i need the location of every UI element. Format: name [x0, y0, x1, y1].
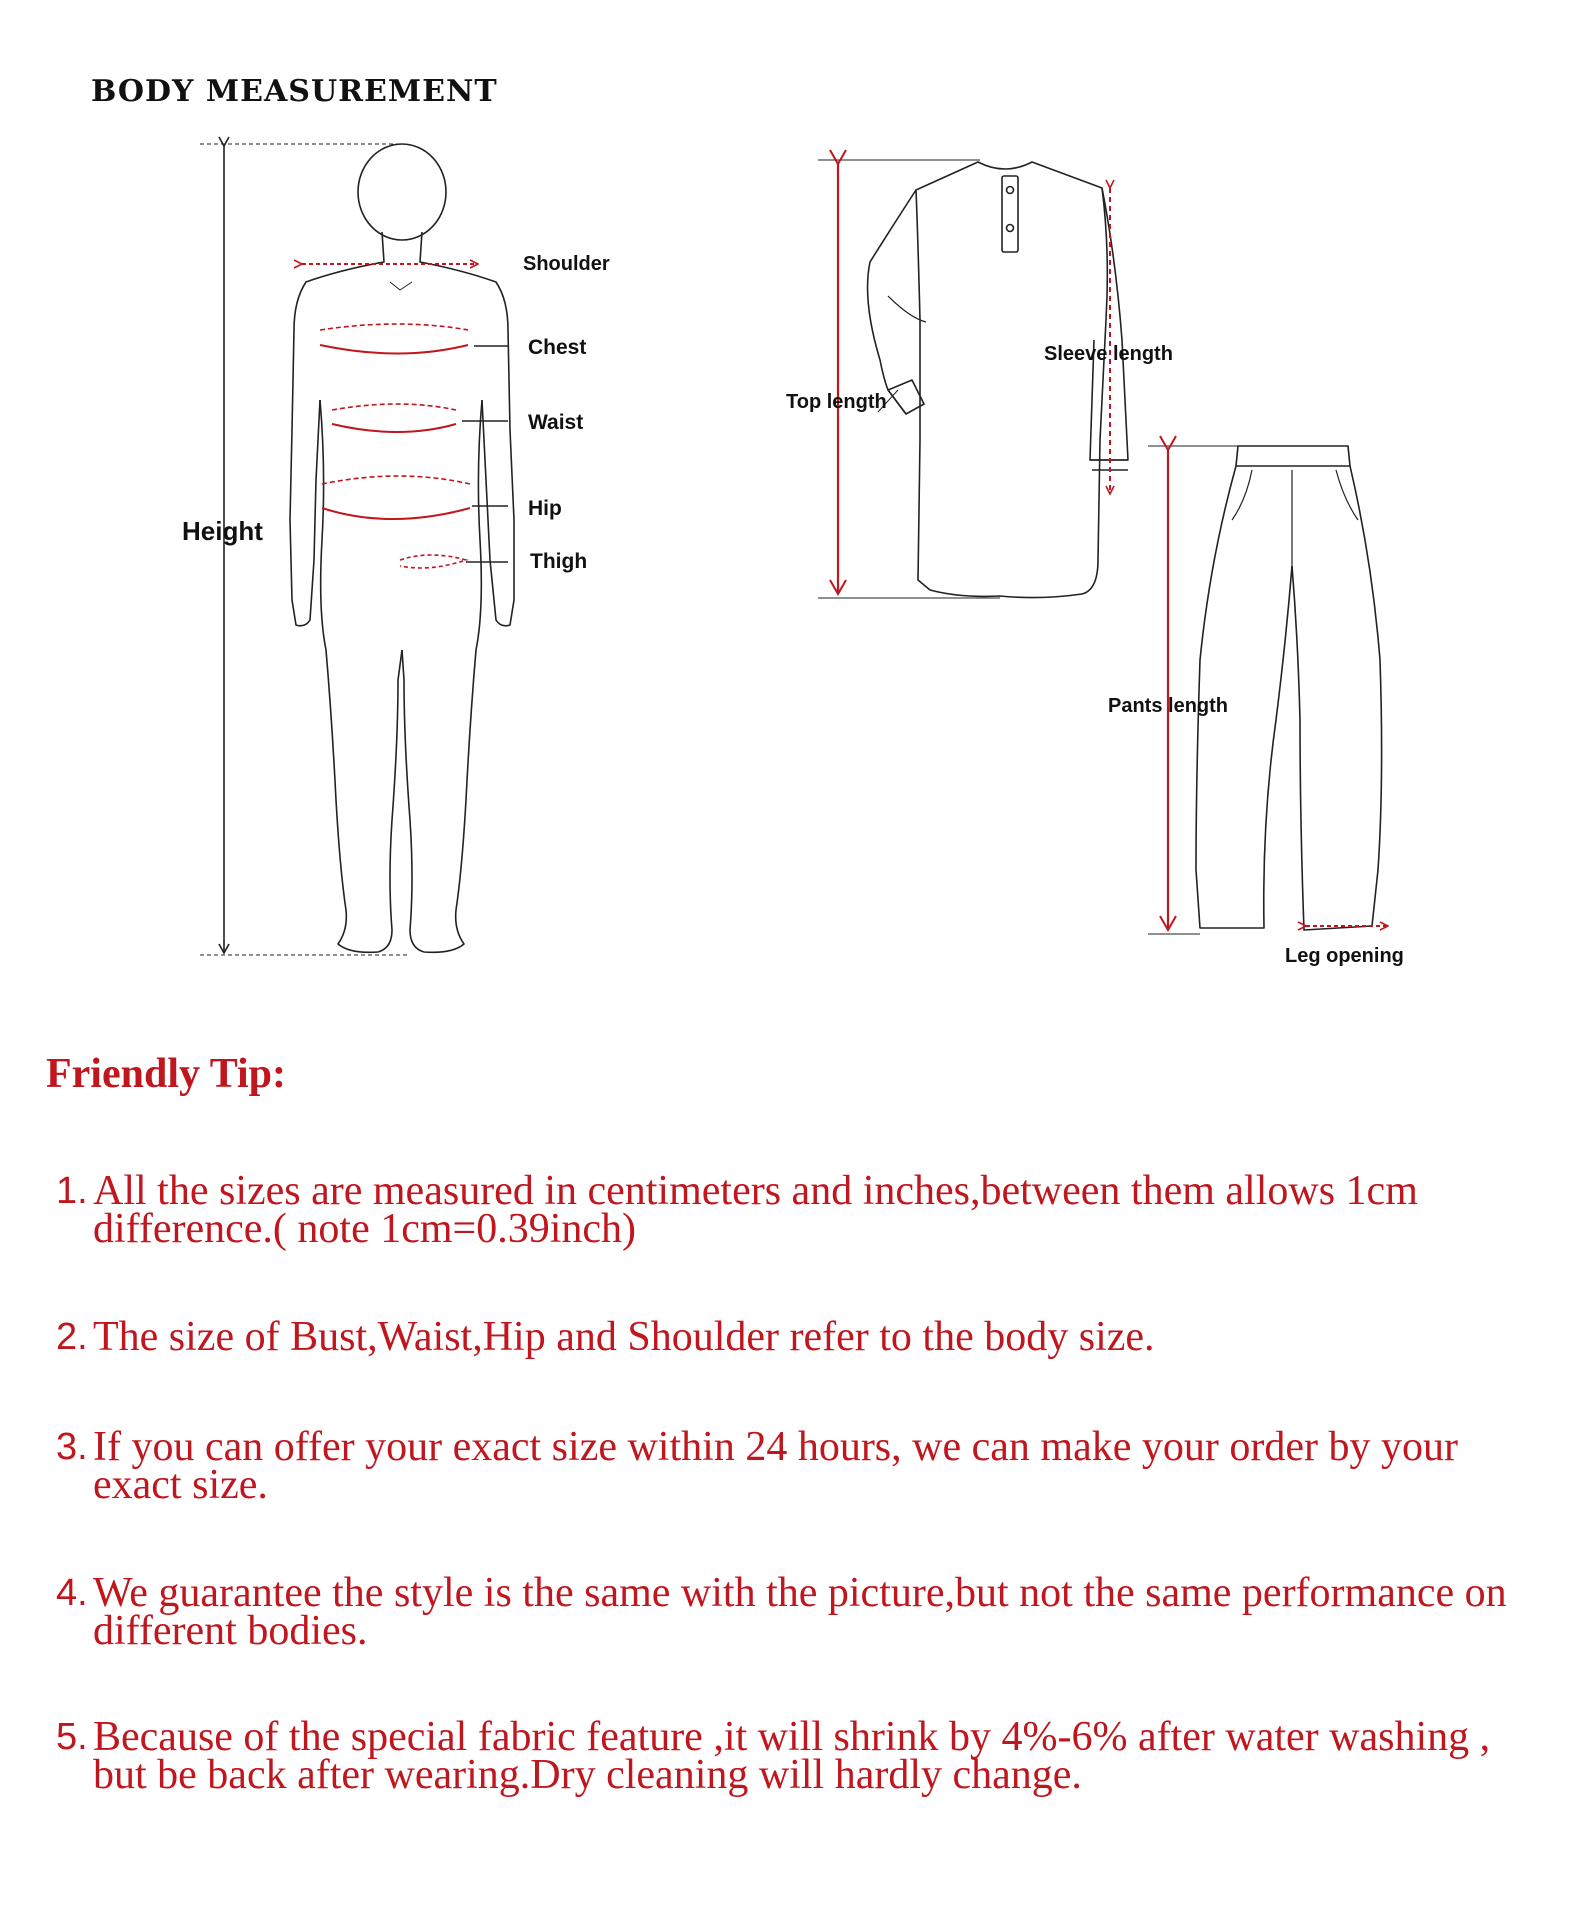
hip-line-front: [322, 508, 470, 519]
pants-garment: [1196, 446, 1382, 930]
tip-text: Because of the special fabric feature ,it will shrink by 4%-6% after water washing , but be back after wearing.Dry cleaning will hardly change.: [93, 1714, 1491, 1798]
chest-line-front: [320, 345, 468, 354]
tip-number: 5.: [56, 1716, 88, 1758]
label-leg-opening: Leg opening: [1285, 945, 1404, 967]
human-figure: [290, 144, 514, 952]
tip-item: [56, 1424, 1536, 1508]
head: [358, 144, 446, 240]
top-garment: [868, 162, 1128, 598]
chest-line-back: [320, 324, 468, 330]
tip-text: The size of Bust,Waist,Hip and Shoulder refer to the body size.: [93, 1314, 1155, 1360]
thigh-line: [400, 555, 466, 568]
waist-line-back: [332, 404, 456, 410]
tip-text: All the sizes are measured in centimeters and inches,between them allows 1cm difference.( note 1cm=0.39inch): [93, 1168, 1418, 1252]
label-top-length: Top length: [786, 391, 887, 413]
tip-number: 1.: [56, 1170, 88, 1212]
tip-number: 4.: [56, 1572, 88, 1614]
label-waist: Waist: [528, 411, 584, 434]
tips-heading: Friendly Tip:: [46, 1051, 287, 1097]
hip-line-back: [322, 476, 470, 484]
label-sleeve-length: Sleeve length: [1044, 343, 1173, 365]
tip-text: If you can offer your exact size within 24 hours, we can make your order by your exact size.: [93, 1424, 1458, 1508]
tip-item: [56, 1570, 1536, 1654]
tip-text: We guarantee the style is the same with the picture,but not the same performance on different bodies.: [93, 1570, 1507, 1654]
label-thigh: Thigh: [530, 550, 588, 573]
label-hip: Hip: [528, 497, 562, 520]
label-chest: Chest: [528, 336, 587, 359]
label-shoulder: Shoulder: [523, 253, 610, 275]
tip-item: [56, 1314, 1536, 1360]
page-title: BODY MEASUREMENT: [91, 74, 498, 109]
waist-line-front: [332, 424, 456, 432]
label-pants-length: Pants length: [1108, 695, 1229, 717]
label-height: Height: [182, 516, 263, 546]
tip-number: 2.: [56, 1316, 88, 1358]
tip-item: [56, 1168, 1536, 1252]
tip-number: 3.: [56, 1426, 88, 1468]
tip-item: [56, 1714, 1536, 1798]
